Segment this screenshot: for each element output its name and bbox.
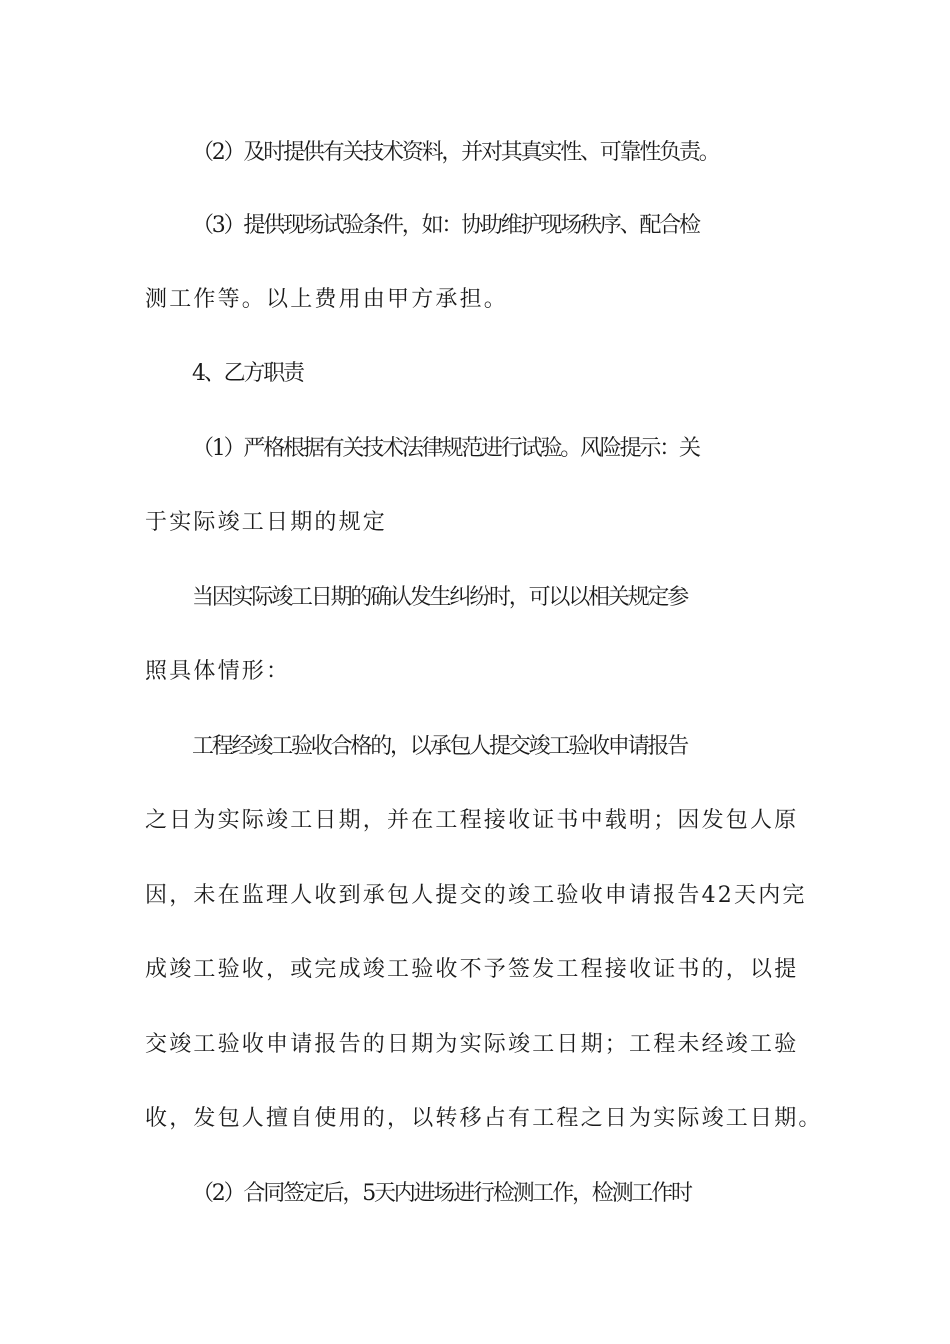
paragraph-line: 当因实际竣工日期的确认发生纠纷时，可以以相关规定参 — [192, 585, 688, 610]
paragraph-line: （2）合同签定后，5天内进场进行检测工作，检测工作时 — [192, 1181, 691, 1206]
paragraph-line: 因，未在监理人收到承包人提交的竣工验收申请报告42天内完 — [145, 883, 807, 908]
paragraph-line: 照具体情形： — [145, 659, 291, 684]
paragraph-line: （2）及时提供有关技术资料，并对其真实性、可靠性负责。 — [192, 140, 719, 165]
paragraph-line: 于实际竣工日期的规定 — [145, 510, 388, 535]
paragraph-line: 交竣工验收申请报告的日期为实际竣工日期；工程未经竣工验 — [145, 1032, 799, 1057]
paragraph-line: 测工作等。以上费用由甲方承担。 — [145, 287, 509, 312]
paragraph-line: 工程经竣工验收合格的，以承包人提交竣工验收申请报告 — [192, 734, 688, 759]
paragraph-line: 收，发包人擅自使用的，以转移占有工程之日为实际竣工日期。 — [145, 1106, 823, 1131]
paragraph-line: 之日为实际竣工日期，并在工程接收证书中载明；因发包人原 — [145, 808, 799, 833]
paragraph-line: （3）提供现场试验条件，如：协助维护现场秩序、配合检 — [192, 213, 699, 238]
paragraph-line: 成竣工验收，或完成竣工验收不予签发工程接收证书的，以提 — [145, 957, 799, 982]
paragraph-line: （1）严格根据有关技术法律规范进行试验。风险提示：关 — [192, 436, 699, 461]
section-heading: 4、乙方职责 — [192, 361, 303, 386]
